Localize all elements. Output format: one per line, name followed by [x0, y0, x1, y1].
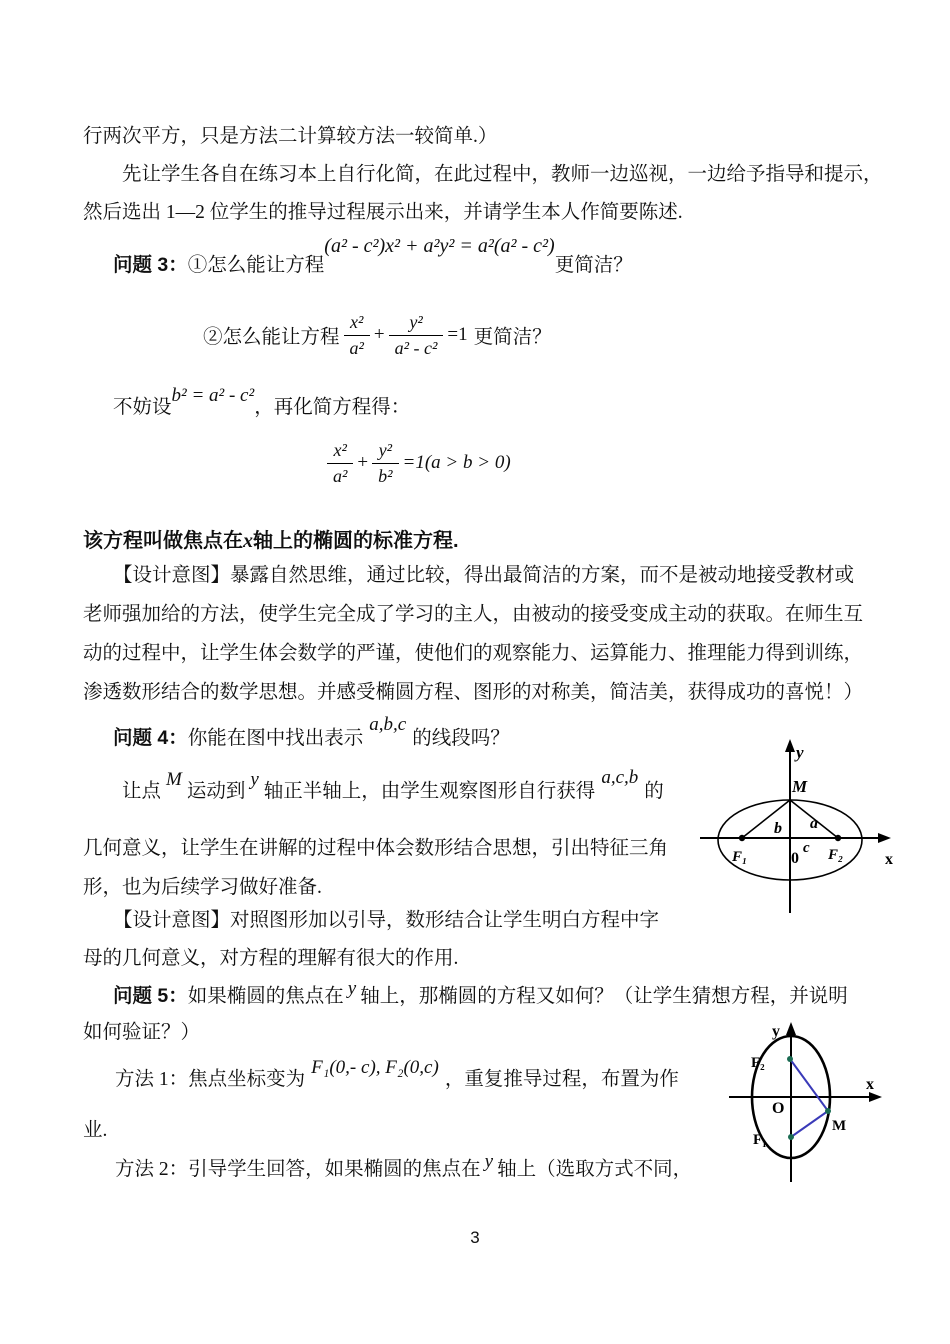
- question3-tail: 更简洁？: [554, 255, 633, 276]
- label-x-axis: x: [866, 1076, 874, 1093]
- intro-line-3: 然后选出 1—2 位学生的推导过程展示出来，并请学生本人作简要陈述.: [83, 202, 683, 223]
- fraction-denominator: a² - c²: [394, 337, 438, 358]
- label-segment-b: b: [774, 820, 782, 837]
- variables-acb: a,c,b: [601, 767, 639, 788]
- design-intent2-line2: 母的几何意义，对方程的理解有很大的作用.: [83, 948, 459, 969]
- substitute-tail: ，再化简方程得：: [254, 397, 411, 418]
- move-seg1: 让点: [122, 781, 162, 802]
- plus-sign: +: [373, 324, 385, 345]
- method2-lead: 方法 2：引导学生回答，如果椭圆的焦点在: [115, 1159, 481, 1180]
- intro-line-2: 先让学生各自在练习本上自行化简，在此过程中，教师一边巡视，一边给予指导和提示，: [122, 164, 883, 185]
- question3-label: 问题 3：: [113, 254, 188, 276]
- move-seg4: 的: [644, 781, 664, 802]
- label-segment-c: c: [803, 840, 810, 856]
- method1-continuation: 业.: [83, 1120, 108, 1141]
- label-y-axis: y: [772, 1023, 780, 1040]
- label-point-M: M: [832, 1118, 847, 1134]
- focus-f1-dot: [739, 835, 745, 841]
- move-seg3: 轴正半轴上，由学生观察图形自行获得: [263, 781, 596, 802]
- method2-tail: 轴上（选取方式不同，: [497, 1159, 693, 1180]
- variable-y: y: [250, 769, 259, 790]
- question5-lead: 如果椭圆的焦点在: [187, 986, 344, 1007]
- x-axis-arrow-icon: [878, 833, 891, 843]
- fraction-numerator: x²: [344, 312, 370, 336]
- design-intent1-line2: 老师强加给的方法，使学生完全成了学习的主人，由被动的接受变成主动的获取。在师生互: [83, 604, 864, 625]
- y-axis-arrow-icon: [785, 739, 795, 752]
- design-intent1-line3: 动的过程中，让学生体会数学的严谨，使他们的观察能力、运算能力、推理能力得到训练，: [83, 643, 864, 664]
- page-number: 3: [470, 1228, 480, 1247]
- move-seg2: 运动到: [186, 781, 246, 802]
- label-focus-f2: F₂: [751, 1055, 765, 1071]
- fraction-x2-a2: [327, 440, 353, 486]
- question4-label: 问题 4：: [113, 727, 188, 749]
- question3-tail2: 更简洁？: [473, 327, 552, 348]
- question4-line: [113, 714, 510, 752]
- label-origin: O: [772, 1100, 785, 1117]
- fraction-numerator: x²: [327, 440, 353, 464]
- question4-lead: 你能在图中找出表示: [187, 728, 364, 749]
- question5-line: [113, 978, 848, 1010]
- question5-line2: 如何验证？）: [83, 1022, 201, 1043]
- variables-abc: a,b,c: [369, 714, 407, 735]
- standard-equation: [323, 437, 511, 489]
- focus-f1-dot: [788, 1134, 794, 1140]
- equals-one: =1: [447, 324, 468, 345]
- method1-lead: 方法 1：焦点坐标变为: [115, 1069, 306, 1090]
- equation-condition: =1(a > b > 0): [402, 452, 511, 473]
- figure-ellipse-x-foci: [690, 737, 905, 919]
- label-focus-f1: F₁: [732, 849, 748, 865]
- label-segment-a: a: [810, 815, 818, 832]
- substitute-lead: 不妨设: [113, 397, 172, 418]
- y-axis-arrow-icon: [786, 1022, 796, 1035]
- method1-line: [115, 1057, 679, 1093]
- label-origin: 0: [791, 850, 799, 867]
- fraction-denominator: b²: [378, 465, 393, 486]
- variable-y: y: [347, 978, 357, 999]
- label-x-axis: x: [885, 851, 893, 868]
- fraction-denominator: a²: [333, 465, 348, 486]
- method1-tail: ，重复推导过程，布置为作: [444, 1069, 679, 1090]
- foci-coordinates: F₁(0,- c), F₂(0,c): [311, 1057, 439, 1078]
- method2-line: [115, 1151, 693, 1183]
- fraction-numerator: y²: [372, 440, 398, 464]
- fraction-y2-a2c2: [389, 312, 444, 358]
- variable-M: M: [166, 769, 182, 790]
- plus-sign: +: [357, 452, 369, 473]
- design-intent2-line1: 【设计意图】对照图形加以引导，数形结合让学生明白方程中字: [113, 910, 660, 931]
- question5-tail: 轴上，那椭圆的方程又如何？（让学生猜想方程，并说明: [360, 986, 848, 1007]
- fraction-denominator: a²: [349, 337, 364, 358]
- point-m-dot: [825, 1108, 831, 1114]
- design-intent1-line4: 渗透数形结合的数学思想。并感受椭圆方程、图形的对称美，简洁美，获得成功的喜悦！）: [83, 682, 864, 703]
- move-point-line1: [122, 767, 664, 805]
- move-point-line3: 形，也为后续学习做好准备.: [83, 877, 322, 898]
- question5-label: 问题 5：: [113, 985, 188, 1007]
- heading-variable-x: x: [243, 530, 253, 552]
- x-axis-arrow-icon: [869, 1092, 882, 1102]
- heading-pre: 该方程叫做焦点在: [83, 530, 243, 552]
- fraction-x2-a2: [344, 312, 370, 358]
- heading-post: 轴上的椭圆的标准方程.: [253, 530, 459, 552]
- question3-line2: [203, 307, 552, 363]
- label-focus-f1: F₁: [753, 1132, 767, 1148]
- figure-ellipse-y-foci: [723, 1020, 893, 1188]
- standard-equation-heading: [83, 528, 459, 554]
- label-y-axis: y: [796, 743, 804, 762]
- label-focus-f2: F₂: [828, 847, 844, 863]
- question4-tail: 的线段吗？: [412, 728, 510, 749]
- design-intent1-line1: 【设计意图】暴露自然思维，通过比较，得出最简洁的方案，而不是被动地接受教材或: [113, 565, 855, 586]
- focus-f2-dot: [835, 835, 841, 841]
- equation-b-substitution: b² = a² - c²: [171, 385, 255, 406]
- segment-b-to-f1: [742, 800, 790, 838]
- fraction-y2-b2: [372, 440, 398, 486]
- move-point-line2: 几何意义，让学生在讲解的过程中体会数形结合思想，引出特征三角: [83, 838, 669, 859]
- intro-line-1: 行两次平方，只是方法二计算较方法一较简单.）: [83, 126, 498, 147]
- label-point-M: M: [792, 777, 808, 796]
- segment-f2-to-m: [790, 1059, 828, 1111]
- question3-lead2: ②怎么能让方程: [203, 327, 340, 348]
- question3-lead: ①怎么能让方程: [187, 255, 325, 276]
- question3-line: [113, 235, 633, 279]
- focus-f2-dot: [787, 1056, 793, 1062]
- variable-y: y: [484, 1151, 494, 1172]
- substitute-line: [113, 385, 411, 421]
- fraction-numerator: y²: [389, 312, 444, 336]
- equation-expanded: (a² - c²)x² + a²y² = a²(a² - c²): [324, 235, 555, 257]
